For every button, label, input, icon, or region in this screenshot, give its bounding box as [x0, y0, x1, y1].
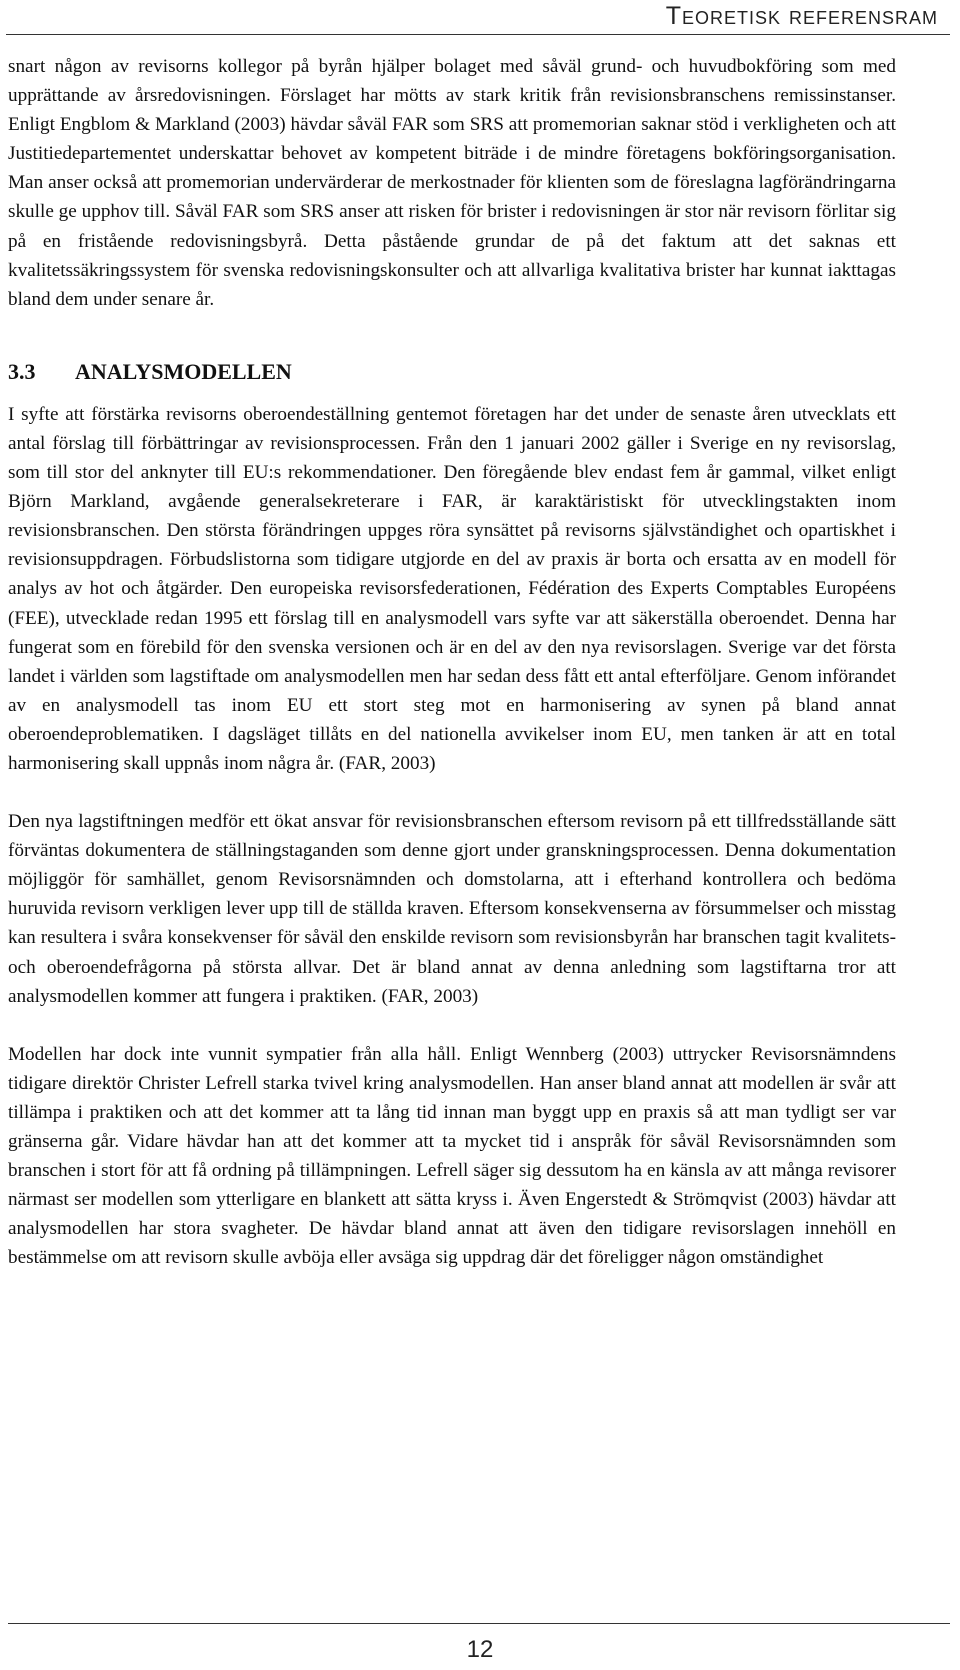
paragraph-continued: snart någon av revisorns kollegor på byrån hjälper bolaget med såväl grund- och huvudbokföring som med upprättande av årsredovisningen. Förslaget har mötts av stark kritik från revisionsbranschens remissinstanser. Enligt Engblom & Markland (2003) hävdar såväl FAR som SRS att promemorian saknar stöd i verkligheten och att Justitiedepartementet underskattar behovet av kompetent biträde i de mindre företagens bokföringsorganisation. Man anser också att promemorian undervärderar de merkostnader för klienten som de föreslagna lagförändringarna skulle ge upphov till. Såväl FAR som SRS anser att risken för brister i redovisningen är stor när revisorn förlitar sig på en fristående redovisningsbyrå. Detta påstående grundar de på det faktum att det saknas ett kvalitetssäkringssystem för svenska redovisningskonsulter och att allvarliga kvalitativa brister har kunnat iakttagas bland dem under senare år. — [8, 56, 896, 310]
header-rule — [6, 34, 950, 35]
page-body — [8, 52, 896, 1272]
section-heading — [8, 358, 896, 386]
page-number: 12 — [466, 1636, 494, 1663]
running-header: Teoretisk referensram — [665, 2, 938, 30]
section-title: ANALYSMODELLEN — [75, 358, 292, 384]
section-number: 3.3 — [8, 358, 36, 384]
paragraph-new-legislation: Den nya lagstiftningen medför ett ökat ansvar för revisionsbranschen eftersom revisorn på ett tillfredsställande sätt förväntas dokumentera de ställningstaganden som denne gjort under granskningsprocessen. Denna dokumentation möjliggör för samhället, genom Revisorsnämnden och domstolarna, att i efterhand kontrollera och bedöma huruvida revisorn verkligen lever upp till de ställda kraven. Eftersom konsekvenserna av försummelser och misstag kan resultera i svåra konsekvenser för såväl den enskilde revisorn som revisionsbyrån har branschen tagit kvalitets- och oberoendefrågorna på största allvar. Det är bland annat av denna anledning som lagstiftarna tror att analysmodellen kommer att fungera i praktiken. (FAR, 2003) — [8, 811, 896, 1007]
paragraph-analysmodell-intro: I syfte att förstärka revisorns oberoendeställning gentemot företagen har det under de senaste åren utvecklats ett antal förslag till förbättringar av revisionsprocessen. Från den 1 januari 2002 gäller i Sverige en ny revisorslag, som till stor del anknyter till EU:s rekommendationer. Den föregående blev endast fem år gammal, vilket enligt Björn Markland, avgående generalsekreterare i FAR, är karaktäristiskt för utvecklingstakten inom revisionsbranschen. Den största förändringen uppges röra synsättet på revisorns självständighet och opartiskhet i revisionsuppdragen. Förbudslistorna som tidigare utgjorde en del av praxis är borta och ersatta av en modell för analys av hot och åtgärder. Den europeiska revisorsfederationen, Fédération des Experts Comptables Européens (FEE), utvecklade redan 1995 ett förslag till en analysmodell vars syfte var att säkerställa oberoendet. Denna har fungerat som en förebild för den svenska versionen och är en del av den nya revisorslagen. Sverige var det första landet i världen som lagstiftade om analysmodellen men har sedan dess fått ett antal efterföljare. Genom införandet av en analysmodell tas inom EU ett stort steg mot en harmonisering av synen på bland annat oberoendeproblematiken. I dagsläget tillåts en del nationella avvikelser inom EU, men tanken är att en total harmonisering skall uppnås inom några år. (FAR, 2003) — [8, 403, 896, 774]
paragraph-spacer — [8, 1011, 896, 1040]
paragraph-criticism: Modellen har dock inte vunnit sympatier från alla håll. Enligt Wennberg (2003) uttrycker Revisorsnämndens tidigare direktör Christer Lefrell starka tvivel kring analysmodellen. Han anser bland annat att modellen är svår att tillämpa i praktiken och att det kommer att ta lång tid innan man byggt upp en praxis så att man tydligt ser var gränserna går. Vidare hävdar han att det kommer att ta mycket tid i anspråk för såväl Revisorsnämnden som branschen i stort för att få ordning på tillämpningen. Lefrell säger sig dessutom ha en känsla av att många revisorer närmast ser modellen som ytterligare en blankett att sätta kryss i. Även Engerstedt & Strömqvist (2003) hävdar att analysmodellen har stora svagheter. De hävdar bland annat att även den tidigare revisorslagen innehöll en bestämmelse om att revisorn skulle avböja eller avsäga sig uppdrag där det föreligger någon omständighet — [8, 1043, 896, 1269]
footer-rule — [8, 1623, 950, 1624]
paragraph-spacer — [8, 778, 896, 807]
